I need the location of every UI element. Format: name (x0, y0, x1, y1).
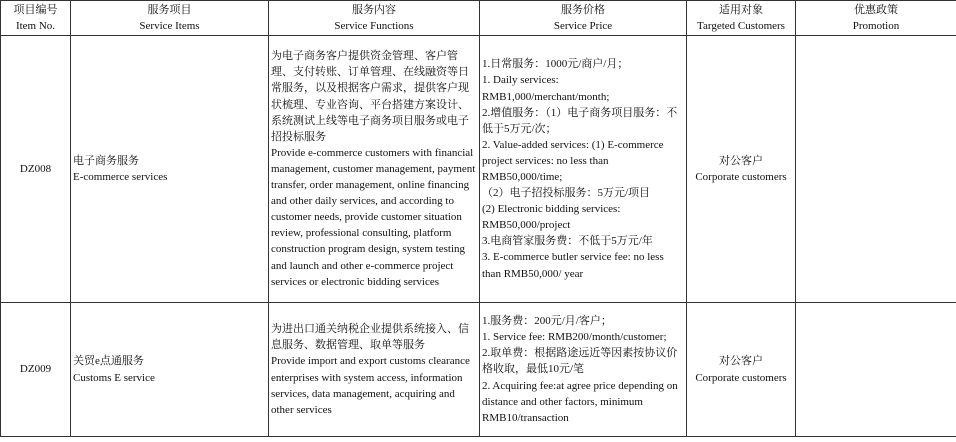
header-targeted-customers: 适用对象 Targeted Customers (687, 1, 796, 36)
targeted-customers-cell: 对公客户 Corporate customers (687, 303, 796, 437)
header-service-items: 服务项目 Service Items (71, 1, 269, 36)
header-item-no: 项目编号 Item No. (1, 1, 71, 36)
table-row (1, 303, 956, 437)
service-item-cell: 电子商务服务 E-commerce services (71, 36, 269, 303)
header-promotion: 优惠政策 Promotion (796, 1, 956, 36)
item-no-cell: DZ008 (1, 36, 71, 303)
table-row (1, 36, 956, 303)
promotion-cell (796, 36, 956, 303)
item-no-cell: DZ009 (1, 303, 71, 437)
service-item-cell: 关贸e点通服务 Customs E service (71, 303, 269, 437)
header-service-functions: 服务内容 Service Functions (269, 1, 480, 36)
promotion-cell (796, 303, 956, 437)
service-price-cell: 1.日常服务：1000元/商户/月； 1. Daily services: RMB1,000/merchant/month; 2.增值服务：（1）电子商务项目服务：不低于5万元/次； 2. Value-added services: (1) E-commerce project services: no less than RMB50,000/time; （2）电子招投标服务：5万元/项目 (2) Electronic bidding services: RMB50,000/project 3.电商管家服务费：不低于5万元/年 3. E-commerce butler service fee: no less than RMB50,000/ year (480, 36, 687, 303)
header-service-price: 服务价格 Service Price (480, 1, 687, 36)
service-price-cell: 1.服务费：200元/月/客户； 1. Service fee: RMB200/month/customer; 2.取单费：根据路途远近等因素按协议价格收取，最低10元/笔 2. Acquiring fee:at agree price depending on distance and other factors, minimum RMB10/transaction (480, 303, 687, 437)
service-functions-cell: 为电子商务客户提供资金管理、客户管理、支付转账、订单管理、在线融资等日常服务，以及根据客户需求，提供客户现状梳理、专业咨询、平台搭建方案设计、系统测试上线等电子商务项目服务或电子招投标服务 Provide e-commerce customers with financial management, customer management, payment transfer, order management, online financing and other daily services, and according to customer needs, provide customer situation review, professional consulting, platform construction program design, system testing and launch and other e-commerce project services or electronic bidding services (269, 36, 480, 303)
header-row (1, 1, 956, 36)
targeted-customers-cell: 对公客户 Corporate customers (687, 36, 796, 303)
service-functions-cell: 为进出口通关纳税企业提供系统接入、信息服务、数据管理、取单等服务 Provide import and export customs clearance enterprises with system access, information services, data management, acquiring and other services (269, 303, 480, 437)
